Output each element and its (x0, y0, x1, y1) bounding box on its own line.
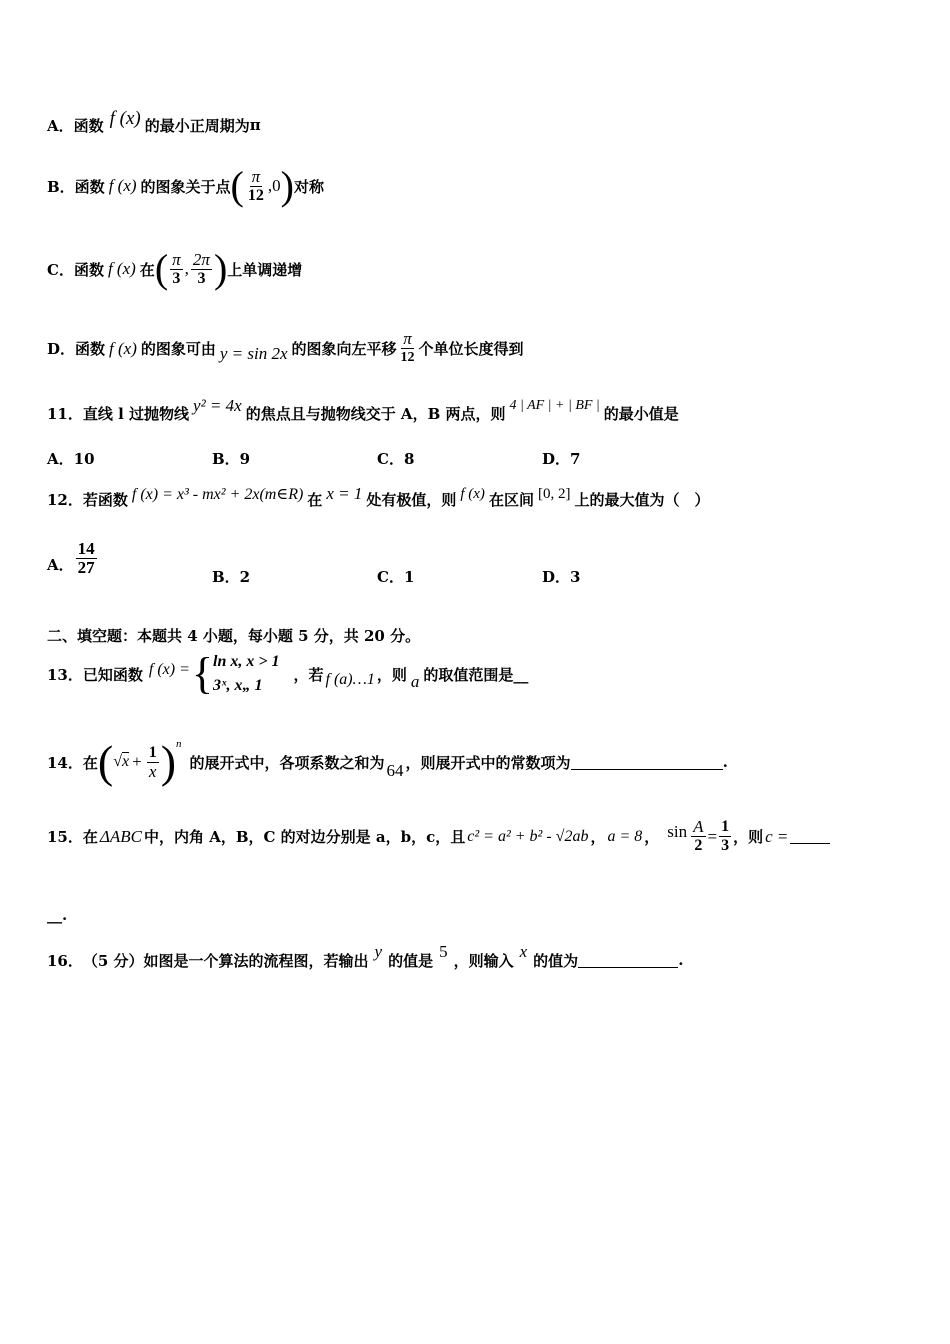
option-text: 在 (139, 260, 155, 279)
triangle-label: ΔABC (99, 826, 142, 846)
option-c-line (47, 246, 303, 291)
question-15: 15． 在 ΔABC 中，内角 A，B，C 的对边分别是 a，b，c，且 c² = a² + b² - √2ab ， a = 8 ， sin $\frac{A}{2}$ = $\frac{1}{3}$ ，则 c = (47, 818, 830, 855)
fraction: $\frac{1}{3}$ (721, 818, 730, 854)
paren-right: ) (213, 246, 228, 291)
question-text: 在 (82, 753, 98, 772)
option-text: 的图象关于点 (140, 177, 231, 196)
option-label: B．函数 (47, 177, 105, 196)
option-b: B．2 (212, 568, 251, 586)
question-15-continued: __. (47, 906, 68, 924)
cosine-law-expr: c² = a² + b² - √2ab (467, 827, 589, 845)
paren-right: ) (160, 736, 177, 787)
interval: [0, 2] (537, 485, 571, 502)
question-text: 的值是 (388, 951, 434, 970)
question-text: 的最小值是 (603, 404, 679, 423)
question-text: 已知函数 (82, 665, 143, 684)
option-text: π (249, 116, 261, 134)
fraction: $\frac{14}{27}$ (77, 539, 95, 577)
question-14 (47, 738, 728, 786)
question-text: 在 (307, 490, 323, 509)
paren-left: ( (97, 736, 114, 787)
question-text: 处有极值，则 (366, 490, 457, 509)
function-lhs: f (x) = (148, 661, 190, 678)
x-value: x = 1 (326, 484, 363, 503)
case-2: 3ˣ, x„ 1 (213, 677, 263, 694)
function-expr: f (x) = x³ - mx² + 2x(m∈R) (131, 486, 304, 503)
question-text: ，则 (376, 665, 407, 684)
question-text: ，则 (733, 828, 764, 846)
option-b: B．9 (212, 450, 251, 468)
condition: f (a)…1 (325, 671, 375, 688)
answer-blank[interactable] (578, 953, 678, 968)
option-d: D．7 (542, 450, 581, 468)
fraction: $\frac{\pi}{12}$ (400, 329, 415, 365)
option-a: A． $\frac{14}{27}$ (47, 539, 95, 577)
fraction: $\frac{\pi}{3}$ (172, 249, 181, 287)
function-expr: f (x) (108, 176, 137, 195)
option-text: 个单位长度得到 (418, 340, 524, 358)
fraction: $\frac{A}{2}$ (693, 817, 704, 854)
question-text: 的值为 (533, 951, 579, 970)
question-number: 14． (47, 753, 83, 772)
question-number: 11． (47, 404, 83, 423)
plus-sign: + (132, 752, 142, 771)
question-text: 的取值范围是__ (423, 665, 529, 684)
option-label: A．函数 (47, 116, 104, 135)
option-text: 的最小正周期为 (144, 116, 250, 135)
question-text: 若函数 (82, 490, 128, 509)
distance-expr: 4 | AF | + | BF | (509, 398, 600, 413)
question-text: ，则展开式中的常数项为 (405, 753, 571, 772)
answer-blank[interactable] (571, 755, 723, 770)
option-c: C．1 (377, 568, 415, 586)
fraction: $\frac{\pi}{12}$ (247, 166, 264, 204)
option-a-line (47, 108, 261, 142)
function-expr: f (x) (460, 485, 485, 502)
option-b-line (47, 163, 324, 208)
question-number: 12． (47, 490, 83, 509)
option-c: C．8 (377, 450, 415, 468)
question-text: 直线 l 过抛物线 (82, 404, 190, 423)
option-text: 的图象向左平移 (291, 340, 397, 358)
paren-left: ( (230, 163, 244, 208)
brace: { (191, 649, 214, 698)
question-number: 13． (47, 665, 83, 684)
question-16 (47, 942, 683, 978)
question-text: 上的最大值为（ ） (574, 490, 710, 509)
comma: , (184, 259, 189, 278)
question-text: （5 分）如图是一个算法的流程图，若输出 (82, 951, 369, 970)
input-variable: x (519, 942, 528, 961)
question-text: 在区间 (488, 490, 534, 509)
case-1: ln x, x > 1 (213, 653, 280, 670)
answer-blank[interactable] (790, 829, 830, 844)
paren-right: ) (280, 163, 294, 208)
option-text: 的图象可由 (140, 340, 216, 358)
sqrt-x: √x (113, 753, 130, 770)
option-text: 对称 (293, 177, 324, 196)
equals-sign: = (707, 826, 718, 846)
side-a: a = 8 (607, 827, 643, 845)
function-expr: y = sin 2x (219, 343, 288, 363)
section-heading: 二、填空题：本题共 4 小题，每小题 5 分，共 20 分。 (47, 627, 421, 645)
output-value: 5 (439, 942, 448, 961)
parabola-expr: y² = 4x (193, 396, 242, 415)
question-11 (47, 396, 679, 430)
question-12 (47, 484, 709, 514)
question-number: 16． (47, 951, 83, 970)
coefficient-sum: 64 (386, 761, 404, 780)
exponent: n (176, 738, 182, 750)
point-coord: ,0 (267, 176, 281, 195)
question-text: ，则输入 (453, 951, 514, 970)
output-variable: y (374, 942, 383, 961)
period: . (722, 753, 728, 771)
question-text: 在 (82, 828, 98, 846)
question-13 (47, 650, 528, 698)
function-expr: f (x) (107, 259, 136, 278)
variable: a (410, 672, 420, 691)
question-text: 中，内角 A，B，C 的对边分别是 a，b，c，且 (143, 828, 466, 846)
option-text: 上单调递增 (227, 260, 303, 279)
option-a: A．10 (47, 450, 95, 468)
option-d: D．3 (542, 568, 581, 586)
option-label: C．函数 (47, 260, 104, 279)
question-text: 的焦点且与抛物线交于 A，B 两点，则 (245, 404, 506, 423)
piecewise-cases (213, 650, 279, 698)
fraction: $\frac{1}{x}$ (148, 743, 157, 781)
side-c: c = (765, 826, 789, 846)
paren-left: ( (154, 246, 169, 291)
sin-label: sin (667, 821, 688, 841)
option-d-line (47, 330, 524, 367)
function-expr: f (x) (109, 108, 141, 129)
function-expr: f (x) (109, 338, 137, 358)
question-text: 的展开式中，各项系数之和为 (189, 753, 385, 772)
period: . (678, 951, 684, 969)
question-number: 15． (47, 828, 83, 846)
fraction: $\frac{2\pi}{3}$ (192, 249, 210, 287)
option-label: D．函数 (47, 340, 106, 358)
question-text: ，若 (293, 665, 324, 684)
